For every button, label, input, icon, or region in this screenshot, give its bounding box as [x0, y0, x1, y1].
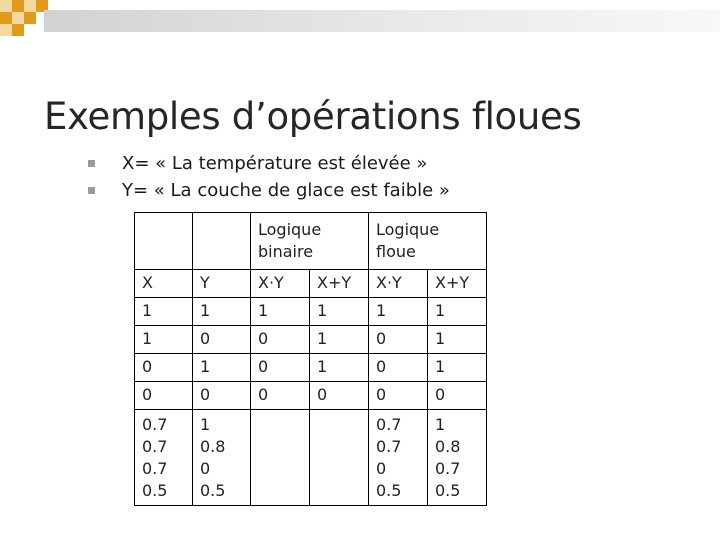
table-cell-multiline [428, 410, 487, 506]
cell-value: 0.7 [435, 459, 461, 478]
table-cell: 0 [310, 382, 369, 410]
group-header-binary [251, 213, 369, 270]
column-header: X+Y [310, 270, 369, 298]
table-cell: 1 [428, 298, 487, 326]
truth-table [134, 212, 487, 506]
slide-title: Exemples d’opérations floues [44, 95, 582, 138]
table-cell: 0 [135, 382, 193, 410]
table-cell: 0 [369, 354, 428, 382]
table-cell: 0 [251, 382, 310, 410]
column-header: X+Y [428, 270, 487, 298]
table-row [135, 213, 487, 270]
table-cell: 0 [251, 326, 310, 354]
table-cell: 1 [193, 298, 251, 326]
group-header-text: Logique [376, 220, 440, 239]
square-bullet-icon [88, 187, 95, 194]
table-cell: 0 [369, 326, 428, 354]
table-cell: 0 [251, 354, 310, 382]
group-header-text: binaire [258, 242, 314, 261]
cell-value: 0.7 [142, 415, 168, 434]
table-cell: 0 [369, 382, 428, 410]
table-cell-multiline [369, 410, 428, 506]
cell-value: 0.7 [142, 437, 168, 456]
table-cell [193, 213, 251, 270]
cell-value: 0.5 [435, 481, 461, 500]
bullet-item [88, 152, 450, 179]
table-cell: 0 [193, 326, 251, 354]
column-header: X [135, 270, 193, 298]
bullet-item [88, 179, 450, 206]
table-cell-multiline [135, 410, 193, 506]
group-header-text: Logique [258, 220, 322, 239]
column-header: X·Y [369, 270, 428, 298]
cell-value: 1 [200, 415, 211, 434]
table-cell: 0 [428, 382, 487, 410]
table-row [135, 382, 487, 410]
cell-value: 0.8 [200, 437, 226, 456]
table-cell: 1 [193, 354, 251, 382]
cell-value: 0 [200, 459, 211, 478]
square-bullet-icon [88, 160, 95, 167]
table-cell: 1 [369, 298, 428, 326]
table-header-row [135, 270, 487, 298]
table-cell-multiline [193, 410, 251, 506]
bullet-list [88, 152, 450, 206]
cell-value: 0.5 [200, 481, 226, 500]
cell-value: 0.7 [142, 459, 168, 478]
group-header-text: floue [376, 242, 416, 261]
header-band [44, 10, 720, 32]
table-row [135, 298, 487, 326]
table-cell: 1 [428, 326, 487, 354]
table-cell: 0 [193, 382, 251, 410]
table-row-fuzzy [135, 410, 487, 506]
table-row [135, 354, 487, 382]
cell-value: 0.8 [435, 437, 461, 456]
table-cell: 1 [135, 298, 193, 326]
table-cell: 1 [310, 298, 369, 326]
table-cell [251, 410, 310, 506]
cell-value: 1 [435, 415, 446, 434]
column-header: X·Y [251, 270, 310, 298]
table-cell: 1 [251, 298, 310, 326]
table-cell [135, 213, 193, 270]
bullet-text: Y= « La couche de glace est faible » [122, 180, 450, 201]
cell-value: 0.7 [376, 415, 402, 434]
table-cell: 1 [428, 354, 487, 382]
cell-value: 0.7 [376, 437, 402, 456]
table-cell: 1 [310, 326, 369, 354]
cell-value: 0 [376, 459, 387, 478]
group-header-fuzzy [369, 213, 487, 270]
cell-value: 0.5 [142, 481, 168, 500]
table-cell: 1 [135, 326, 193, 354]
table-row [135, 326, 487, 354]
table-cell [310, 410, 369, 506]
table-cell: 1 [310, 354, 369, 382]
column-header: Y [193, 270, 251, 298]
cell-value: 0.5 [376, 481, 402, 500]
bullet-text: X= « La température est élevée » [122, 153, 428, 174]
table-cell: 0 [135, 354, 193, 382]
